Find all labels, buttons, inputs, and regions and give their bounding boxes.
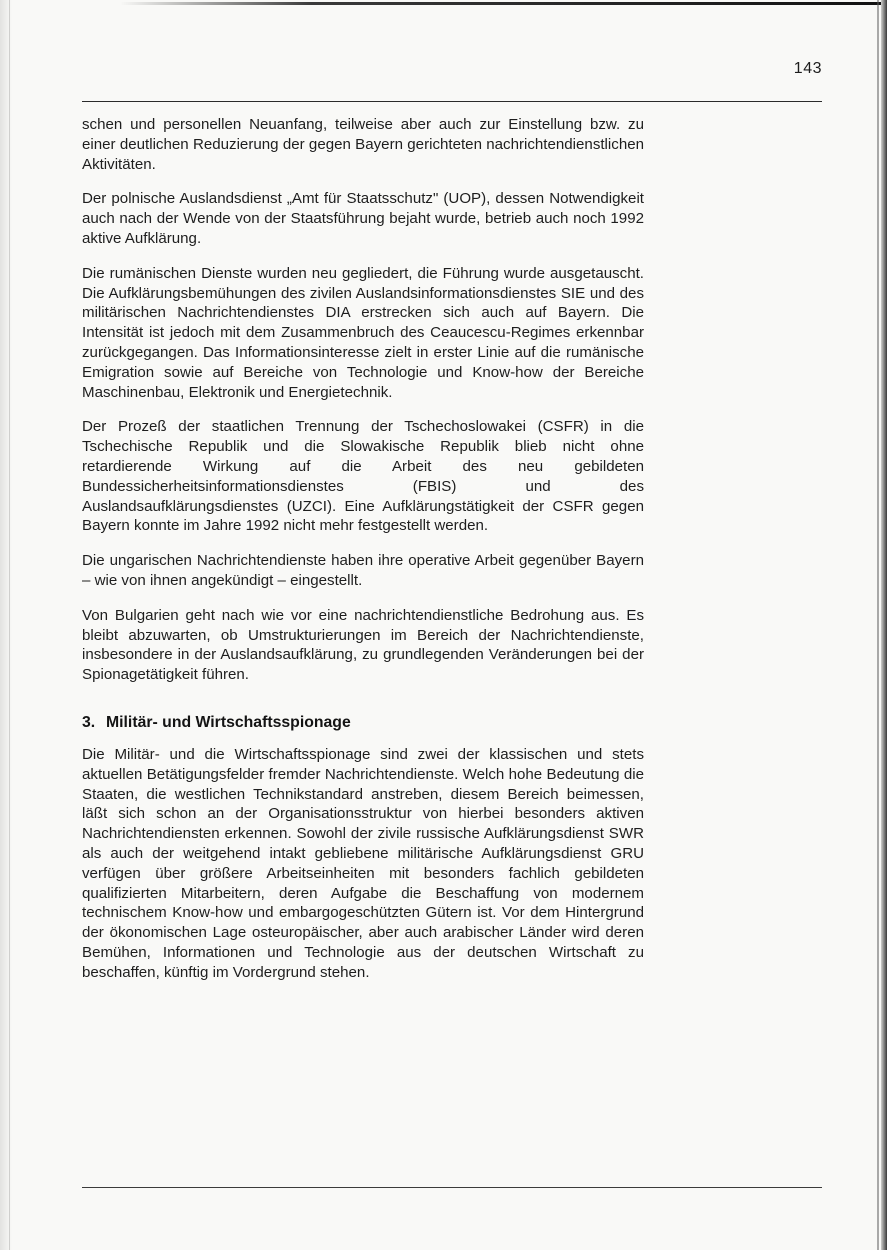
scan-right-border-line xyxy=(877,0,879,1250)
header-rule xyxy=(82,101,822,102)
paragraph-romania: Die rumänischen Dienste wurden neu gegliedert, die Führung wurde ausgetauscht. Die Aufklärungsbemühungen des zivilen Auslandsinformationsdienstes SIE und des militärischen Nachrichtendienstes DIA erstrecken sich auch auf Bayern. Die Intensität ist jedoch mit dem Zusammenbruch des Ceaucescu-Regimes erkennbar zurückgegangen. Das Informationsinteresse zielt in erster Linie auf die rumänische Emigration sowie auf Bereiche von Technologie und Know-how der Bereiche Maschinenbau, Elektronik und Energietechnik. xyxy=(82,264,644,401)
scan-binding-edge xyxy=(0,0,12,1250)
section-heading xyxy=(82,713,644,733)
scan-top-border xyxy=(120,2,887,5)
page-number: 143 xyxy=(793,60,822,77)
paragraph-bulgaria: Von Bulgarien geht nach wie vor eine nachrichtendienstliche Bedrohung aus. Es bleibt abzuwarten, ob Umstrukturierungen im Bereich der Nachrichtendienste, insbesondere in der Auslandsaufklärung, zu grundlegenden Veränderungen bei der Spionagetätigkeit führen. xyxy=(82,606,644,684)
paragraph-poland: Der polnische Auslandsdienst „Amt für Staatsschutz" (UOP), dessen Notwendigkeit auch nach der Wende von der Staatsführung bejaht wurde, betrieb auch noch 1992 aktive Aufklärung. xyxy=(82,190,644,247)
section-number: 3. xyxy=(82,713,96,731)
scan-binding-line xyxy=(9,0,10,1250)
section-title: Militär- und Wirtschaftsspionage xyxy=(106,713,351,731)
footer-rule xyxy=(82,1187,822,1188)
paragraph-hungary: Die ungarischen Nachrichtendienste haben ihre operative Arbeit gegenüber Bayern – wie von ihnen angekündigt – eingestellt. xyxy=(82,552,644,589)
scan-right-border xyxy=(881,0,887,1250)
paragraph-espionage: Die Militär- und die Wirtschaftsspionage sind zwei der klassischen und stets aktuellen Betätigungsfelder fremder Nachrichtendienste. Welch hohe Bedeutung die Staaten, die westlichen Technikstandard anstreben, diesem Bereich beimessen, läßt sich schon an der Organisationsstruktur von hierbei besonders aktiven Nachrichtendiensten erkennen. Sowohl der zivile russische Aufklärungsdienst SWR als auch der weitgehend intakt gebliebene militärische Aufklärungsdienst GRU verfügen über größere Arbeitseinheiten mit besonders fachlich gebildeten qualifizierten Mitarbeitern, deren Aufgabe die Beschaffung von modernem technischem Know-how und embargogeschützten Gütern ist. Vor dem Hintergrund der ökonomischen Lage osteuropäischer, aber auch arabischer Länder wird deren Bemühen, Informationen und Technologie aus der deutschen Wirtschaft zu beschaffen, künftig im Vordergrund stehen. xyxy=(82,745,644,981)
paragraph-continuation: schen und personellen Neuanfang, teilweise aber auch zur Einstellung bzw. zu einer deutlichen Reduzierung der gegen Bayern gerichteten nachrichtendienstlichen Aktivitäten. xyxy=(82,116,644,173)
page-body xyxy=(82,115,644,997)
paragraph-czechoslovakia: Der Prozeß der staatlichen Trennung der Tschechoslowakei (CSFR) in die Tschechische Republik und die Slowakische Republik blieb nicht ohne retardierende Wirkung auf die Arbeit des neu gebildeten Bundessicherheitsinformationsdienstes (FBIS) und des Auslandsaufklärungsdienstes (UZCI). Eine Aufklärungstätigkeit der CSFR gegen Bayern konnte im Jahre 1992 nicht mehr festgestellt werden. xyxy=(82,418,644,535)
